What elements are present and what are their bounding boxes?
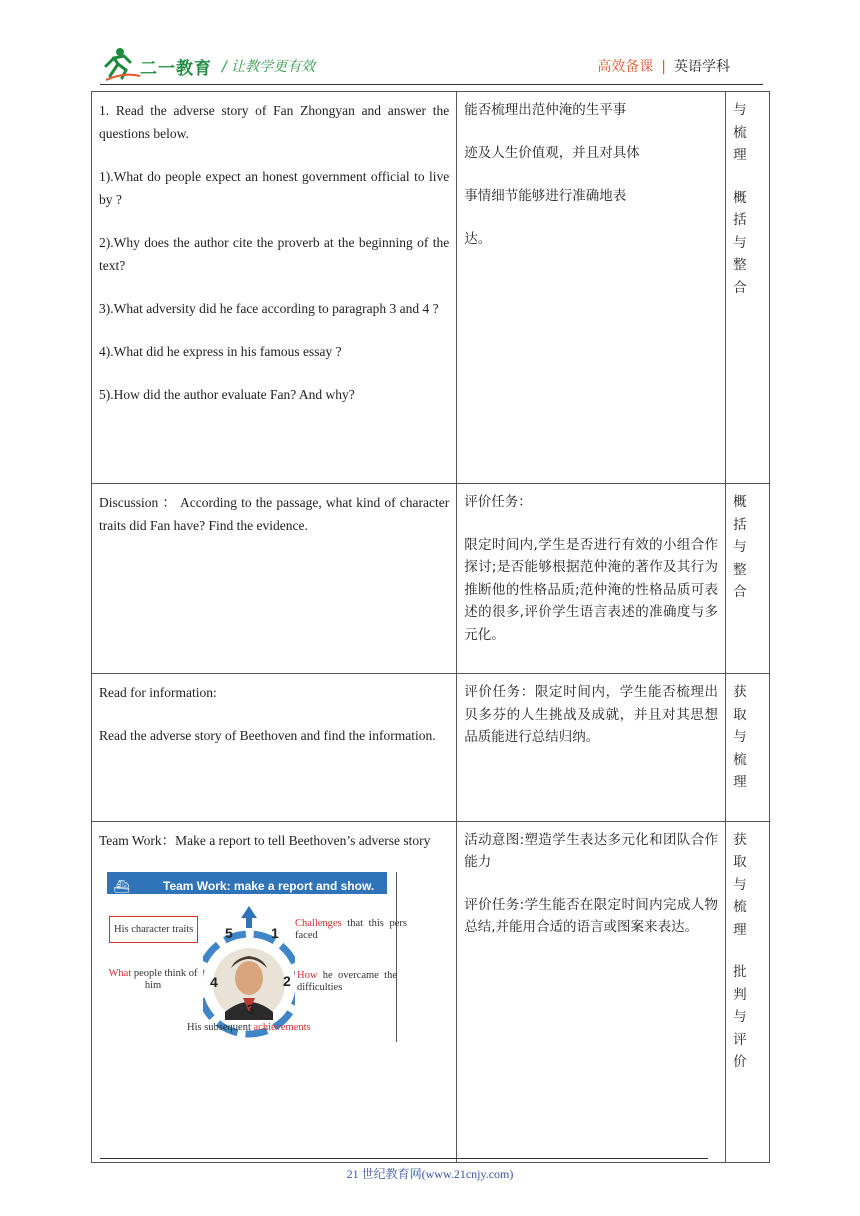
competency-tag: 与 梳理	[733, 102, 755, 163]
step-number: 5	[225, 924, 233, 941]
header-badges	[597, 56, 730, 76]
table-row	[92, 484, 770, 674]
brand-name: 二一教育	[140, 59, 212, 79]
badge-separator: |	[661, 59, 666, 75]
evaluation-cell	[457, 674, 726, 822]
activity-cell	[92, 674, 457, 822]
step-number: 3	[247, 1000, 255, 1017]
banner-text: Team Work: make a report and show.	[163, 878, 375, 893]
competency-cell	[726, 674, 770, 822]
step-number: 4	[210, 973, 218, 990]
badge-efficient-prep: 高效备课	[597, 59, 654, 75]
footer-source: 21 世纪教育网(www.21cnjy.com)	[346, 1167, 514, 1181]
lesson-table	[91, 91, 770, 1163]
competency-tag: 获 取与 梳理	[733, 684, 755, 790]
evaluation-text: 评价任务：限定时间内，学生能否梳理出贝多芬的人生挑战及成就，并且对其思想品质能进行总结归纳。	[464, 684, 719, 745]
evaluation-text: 事情细节能够进行准确地表	[464, 188, 627, 204]
team-work-image	[107, 872, 407, 1050]
evaluation-cell	[457, 484, 726, 674]
image-border	[396, 872, 397, 1042]
activity-cell	[92, 92, 457, 484]
table-row	[92, 674, 770, 822]
header-divider	[100, 84, 763, 85]
activity-text: Team Work：Make a report to tell Beethoven’s adverse story	[99, 832, 431, 848]
character-traits-box: His character traits	[109, 916, 198, 943]
step-number: 2	[283, 972, 291, 989]
question-text: 3).What adversity did he face according to paragraph 3 and 4 ?	[99, 301, 439, 316]
badge-subject: 英语学科	[674, 59, 730, 75]
evaluation-cell	[457, 821, 726, 1162]
competency-cell	[726, 484, 770, 674]
activity-text: Discussion ： According to the passage, what kind of character traits did Fan have? Find the evidence.	[99, 495, 450, 533]
competency-cell	[726, 92, 770, 484]
opinions-label: What people think of him	[108, 967, 198, 991]
brand-slogan: / 让教学更有效	[222, 59, 316, 75]
competency-tag: 概 括与 整合	[733, 494, 755, 600]
competency-tag: 获 取与 梳理	[733, 831, 755, 938]
activity-text: Read for information:	[99, 685, 217, 700]
question-text: 5).How did the author evaluate Fan? And why?	[99, 387, 355, 402]
activity-cell	[92, 484, 457, 674]
table-row	[92, 92, 770, 484]
evaluation-text: 限定时间内,学生是否进行有效的小组合作探讨;是否能够根据范仲淹的著作及其行为推断他的性格品质;范仲淹的性格品质可表述的很多,评价学生语言表述的准确度与多元化。	[464, 536, 719, 643]
activity-text: Read the adverse story of Beethoven and find the information.	[99, 728, 436, 743]
challenges-label: Challenges that this pers faced	[295, 917, 407, 941]
ship-icon: ⛴	[113, 878, 130, 894]
competency-tag: 概 括与 整合	[733, 189, 755, 296]
evaluation-text: 活动意图:塑造学生表达多元化和团队合作能力	[464, 831, 719, 870]
question-text: 1).What do people expect an honest government official to live by ?	[99, 169, 450, 207]
question-text: 4).What did he express in his famous essay ?	[99, 344, 342, 359]
evaluation-text: 能否梳理出范仲淹的生平事	[464, 102, 627, 118]
evaluation-cell	[457, 92, 726, 484]
evaluation-text: 达。	[464, 231, 492, 247]
competency-tag: 批 判与 评价	[733, 964, 755, 1070]
overcome-label: How he overcame the difficulties	[297, 969, 397, 993]
evaluation-text: 评价任务：	[464, 494, 532, 510]
step-number: 1	[271, 924, 279, 941]
table-row	[92, 821, 770, 1162]
achievements-label: His subsequent achievements	[187, 1021, 311, 1033]
activity-text: 1. Read the adverse story of Fan Zhongyan and answer the questions below.	[99, 103, 450, 141]
team-work-banner	[107, 872, 387, 894]
question-text: 2).Why does the author cite the proverb at the beginning of the text?	[99, 235, 450, 273]
page-header	[0, 0, 860, 90]
evaluation-text: 迹及人生价值观，并且对具体	[464, 145, 640, 161]
evaluation-text: 评价任务:学生能否在限定时间内完成人物总结,并能用合适的语言或图案来表达。	[464, 896, 719, 935]
footer-divider	[100, 1158, 708, 1159]
activity-cell	[92, 821, 457, 1162]
competency-cell	[726, 821, 770, 1162]
